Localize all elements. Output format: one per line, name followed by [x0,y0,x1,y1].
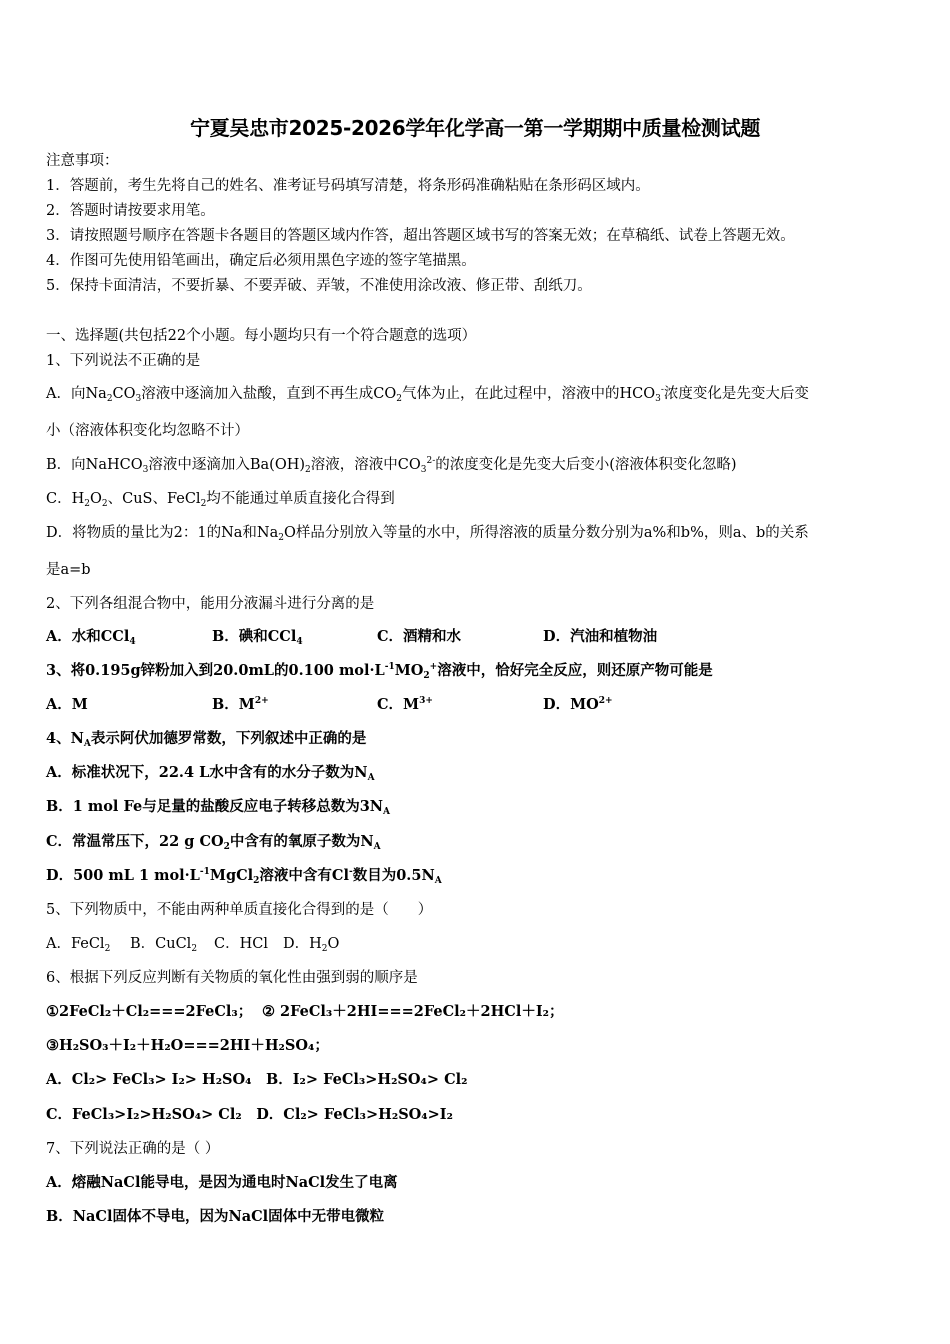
question-1-option-d: D．将物质的量比为2：1的Na和$Na_2O$样品分别放入等量的水中，所得溶液的质量分数分别为a%和b%，则a、b的关系 [46,525,809,543]
question-1-option-b: B．向NaHCO$_3$溶液中逐滴加入$Ba(OH)_2$溶液，溶液中$CO_3^{2-}$的浓度变化是先变大后变小(溶液体积变化忽略) [46,456,737,475]
question-7-option-a: A．熔融NaCl能导电，是因为通电时NaCl发生了电离 [46,1174,398,1191]
question-3-option-d: D．$MO^{2+}$ [543,696,613,713]
question-2-option-d: D．汽油和植物油 [543,628,658,645]
question-3-option-c: C．$M^{3+}$ [377,696,433,713]
question-3-option-a: A．M [46,696,88,713]
question-2-stem: 2、下列各组混合物中，能用分液漏斗进行分离的是 [46,596,375,612]
question-7-stem: 7、下列说法正确的是（ ） [46,1141,220,1157]
notice-item: 5．保持卡面清洁，不要折暴、不要弄破、弄皱，不准使用涂改液、修正带、刮纸刀。 [46,278,592,294]
question-3-option-b: B．$M^{2+}$ [212,696,269,713]
notice-heading: 注意事项： [46,153,119,169]
question-4-option-c: C．常温常压下，22 g $CO_2$中含有的氧原子数为$N_A$ [46,833,381,852]
notice-item: 2．答题时请按要求用笔。 [46,203,215,219]
page-title: 宁夏吴忠市2025-2026学年化学高一第一学期期中质量检测试题 [189,116,761,140]
notice-item: 4．作图可先使用铅笔画出，确定后必须用黑色字迹的签字笔描黑。 [46,253,476,269]
question-1-option-a-cont: 小（溶液体积变化均忽略不计） [46,423,249,439]
question-1-option-a: A．向$Na_2CO_3$溶液中逐滴加入盐酸，直到不再生成$CO_2$气体为止，在此过程中，溶液中的$HCO_3^-$浓度变化是先变大后变 [46,385,809,404]
question-5-stem: 5、下列物质中，不能由两种单质直接化合得到的是（ ） [46,902,433,918]
section-heading: 一、选择题(共包括22个小题。每小题均只有一个符合题意的选项） [46,328,477,344]
question-5-option-c: C．HCl [214,936,268,952]
question-4-option-b: B．1 mol Fe与足量的盐酸反应电子转移总数为$3N_A$ [46,798,391,817]
question-2-option-a: A．水和CCl$_4$ [46,628,136,647]
question-2-option-b: B．碘和CCl$_4$ [212,628,303,647]
question-6-reaction-1: ①2FeCl₂＋Cl₂===2FeCl₃； [46,1003,253,1020]
question-6-reaction-2: ② 2FeCl₃＋2HI===2FeCl₂＋2HCl＋I₂； [262,1003,564,1020]
question-4-stem: 4、$N_A$表示阿伏加德罗常数，下列叙述中正确的是 [46,730,367,749]
notice-item: 3．请按照题号顺序在答题卡各题目的答题区域内作答，超出答题区域书写的答案无效；在草稿纸、试卷上答题无效。 [46,228,795,244]
question-6-reaction-3: ③H₂SO₃＋I₂＋H₂O===2HI＋H₂SO₄； [46,1037,329,1054]
question-3-stem: 3、将0.195g锌粉加入到20.0mL的0.100 $mol\cdot L^{-1}MO_2^+$溶液中，恰好完全反应，则还原产物可能是 [46,662,713,681]
question-6-options-ab: A．Cl₂> FeCl₃> I₂> H₂SO₄ B．I₂> FeCl₃>H₂SO₄> Cl₂ [46,1071,468,1088]
question-6-stem: 6、根据下列反应判断有关物质的氧化性由强到弱的顺序是 [46,970,418,986]
question-4-option-d: D．500 mL 1 $mol\cdot L^{-1}MgCl_2$溶液中含有Cl-数目为$0.5N_A$ [46,867,442,886]
question-2-option-c: C．酒精和水 [377,628,462,645]
question-5-option-d: D．$H_2O$ [283,936,340,954]
question-7-option-b: B．NaCl固体不导电，因为NaCl固体中无带电微粒 [46,1208,385,1225]
question-5-option-a: A．FeCl$_2$ [46,936,111,954]
question-4-option-a: A．标准状况下，22.4 L水中含有的水分子数为$N_A$ [46,764,375,783]
question-1-option-c: C．$H_2O_2$、CuS、FeCl$_2$均不能通过单质直接化合得到 [46,491,395,509]
notice-item: 1．答题前，考生先将自己的姓名、准考证号码填写清楚，将条形码准确粘贴在条形码区域内。 [46,178,650,194]
question-1-stem: 1、下列说法不正确的是 [46,353,201,369]
question-5-option-b: B．CuCl$_2$ [130,936,198,954]
question-6-options-cd: C．FeCl₃>I₂>H₂SO₄> Cl₂ D．Cl₂> FeCl₃>H₂SO₄>I₂ [46,1106,453,1123]
question-1-option-d-cont: 是a=b [46,562,91,578]
